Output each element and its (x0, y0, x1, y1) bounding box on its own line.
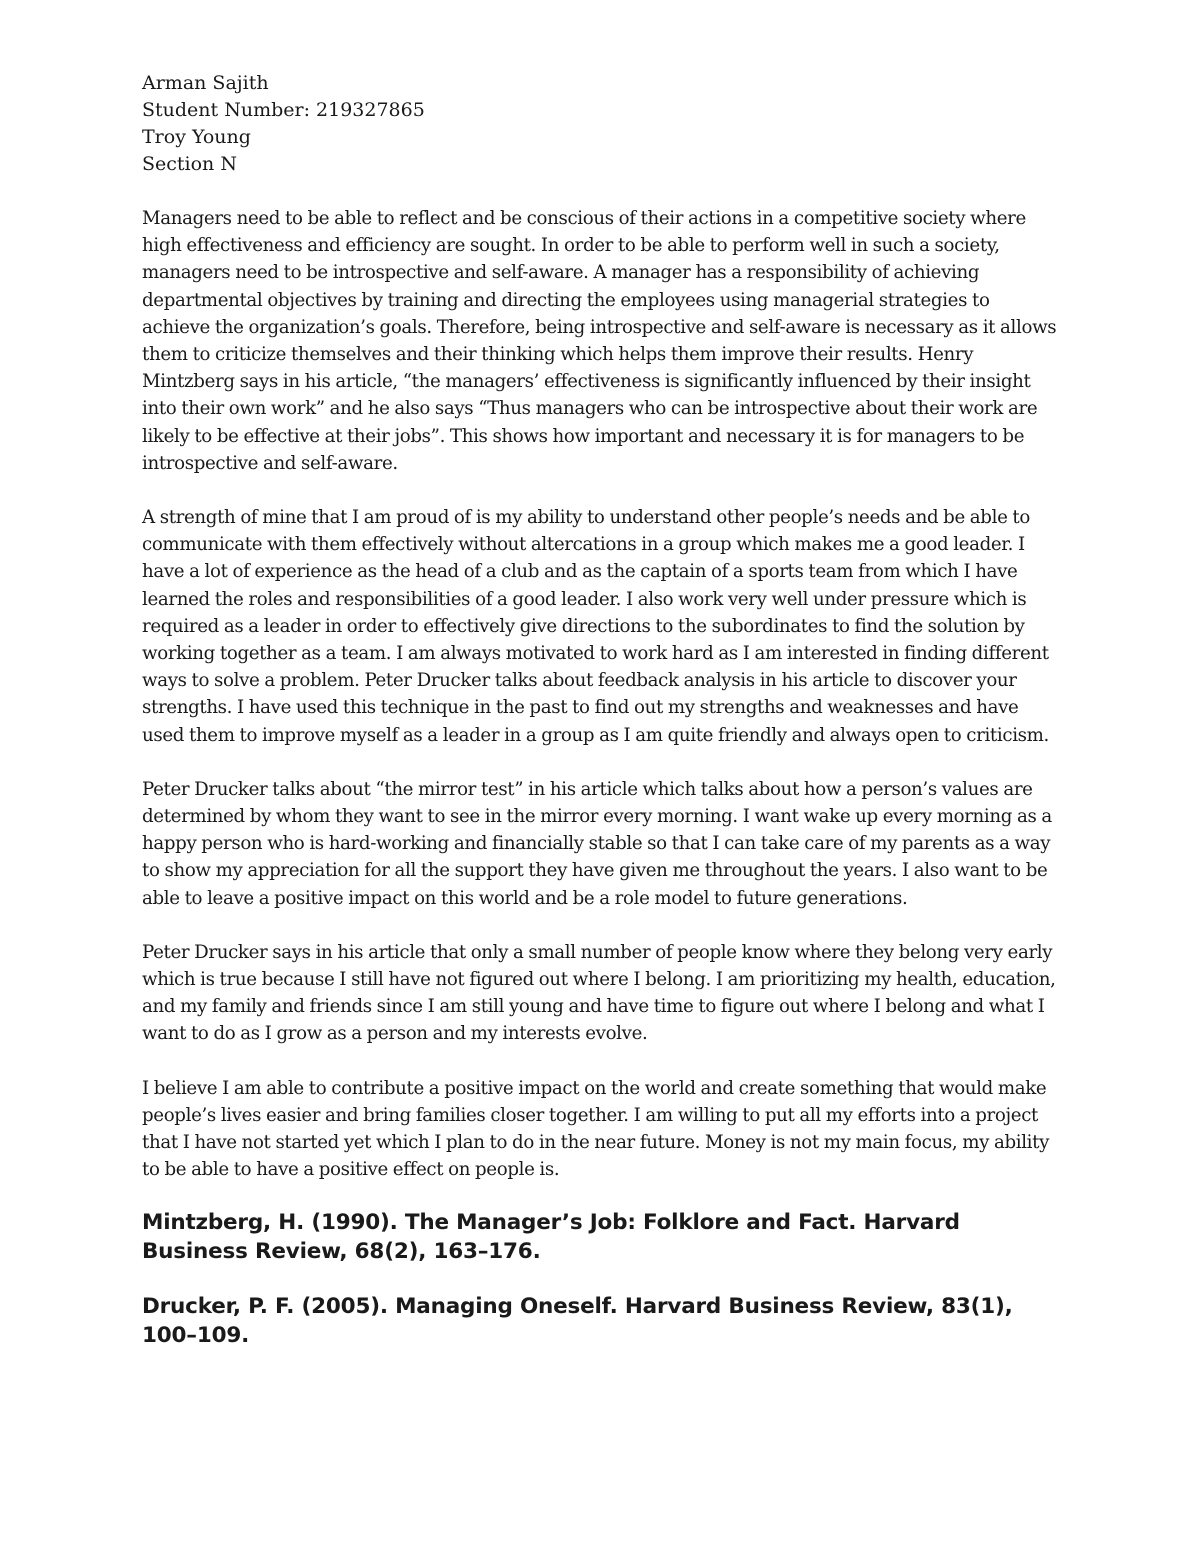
references-list (142, 1208, 1057, 1350)
student-header (142, 70, 1057, 178)
section-label: Section N (142, 153, 237, 175)
student-number: Student Number: 219327865 (142, 99, 425, 121)
student-name: Arman Sajith (142, 72, 269, 94)
paragraph-contribution: I believe I am able to contribute a positive impact on the world and create something that would make people’s lives easier and bring families closer together. I am willing to put all my efforts into a project that I have not started yet which I plan to do in the near future. Money is not my main focus, my ability to be able to have a positive effect on people is. (142, 1077, 1050, 1181)
document-content (142, 70, 1057, 1376)
reference-drucker: Drucker, P. F. (2005). Managing Oneself. Harvard Business Review, 83(1), 100–109. (142, 1293, 1013, 1348)
paragraph-introspection: Managers need to be able to reflect and be conscious of their actions in a competitive society where high effectiveness and efficiency are sought. In order to be able to perform well in such a society, managers need to be introspective and self-aware. A manager has a responsibility of achieving departmental objectives by training and directing the employees using managerial strategies to achieve the organization’s goals. Therefore, being introspective and self-aware is necessary as it allows them to criticize themselves and their thinking which helps them improve their results. Henry Mintzberg says in his article, “the managers’ effectiveness is significantly influenced by their insight into their own work” and he also says “Thus managers who can be introspective about their work are likely to be effective at their jobs”. This shows how important and necessary it is for managers to be introspective and self-aware. (142, 208, 1057, 474)
reference-mintzberg: Mintzberg, H. (1990). The Manager’s Job: Folklore and Fact. Harvard Business Review, 68(2), 163–176. (142, 1209, 960, 1264)
paragraph-mirror-test: Peter Drucker talks about “the mirror test” in his article which talks about how a person’s values are determined by whom they want to see in the mirror every morning. I want wake up every morning as a happy person who is hard-working and financially stable so that I can take care of my parents as a way to show my appreciation for all the support they have given me throughout the years. I also want to be able to leave a positive impact on this world and be a role model to future generations. (142, 778, 1052, 909)
paragraph-belonging: Peter Drucker says in his article that only a small number of people know where they belong very early which is true because I still have not figured out where I belong. I am prioritizing my health, education, and my family and friends since I am still young and have time to figure out where I belong and what I want to do as I grow as a person and my interests evolve. (142, 941, 1056, 1045)
paragraph-strengths: A strength of mine that I am proud of is my ability to understand other people’s needs and be able to communicate with them effectively without altercations in a group which makes me a good leader. I have a lot of experience as the head of a club and as the captain of a sports team from which I have learned the roles and responsibilities of a good leader. I also work very well under pressure which is required as a leader in order to effectively give directions to the subordinates to find the solution by working together as a team. I am always motivated to work hard as I am interested in finding different ways to solve a problem. Peter Drucker talks about feedback analysis in his article to discover your strengths. I have used this technique in the past to find out my strengths and weaknesses and have used them to improve myself as a leader in a group as I am quite friendly and always open to criticism. (142, 507, 1049, 746)
instructor-name: Troy Young (142, 126, 251, 148)
